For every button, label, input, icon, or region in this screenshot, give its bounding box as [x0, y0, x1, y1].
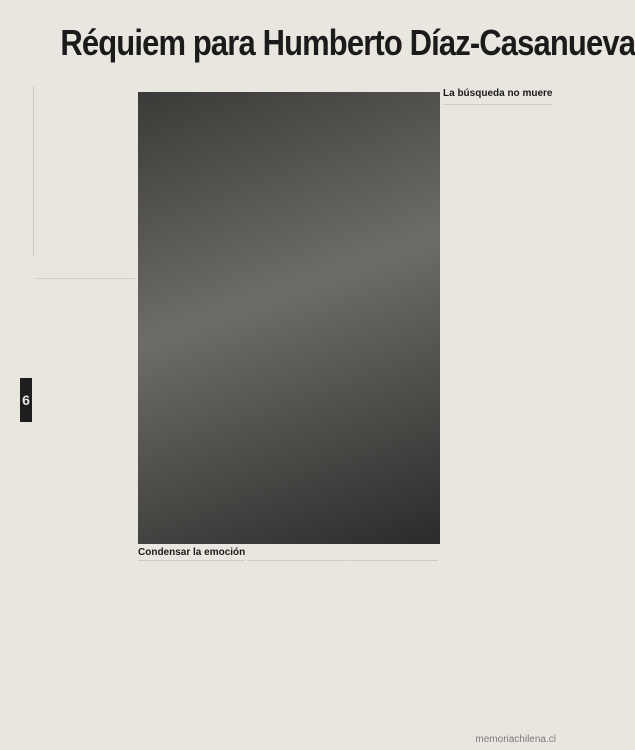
section-heading-middle: Condensar la emoción [138, 547, 246, 558]
section-heading-right: La búsqueda no muere [443, 88, 553, 99]
body-column-middle-2 [247, 560, 345, 733]
page-number-badge: 6 [20, 378, 32, 422]
body-column-middle-3 [346, 560, 438, 733]
lead-paragraph [33, 86, 134, 256]
article-title: Réquiem para Humberto Díaz-Casanueva [60, 22, 635, 63]
watermark: memoriachilena.cl [475, 734, 556, 745]
body-column-left [35, 278, 135, 731]
body-column-middle-1 [138, 560, 244, 733]
body-column-right [443, 104, 553, 733]
portrait-photo [138, 92, 440, 544]
